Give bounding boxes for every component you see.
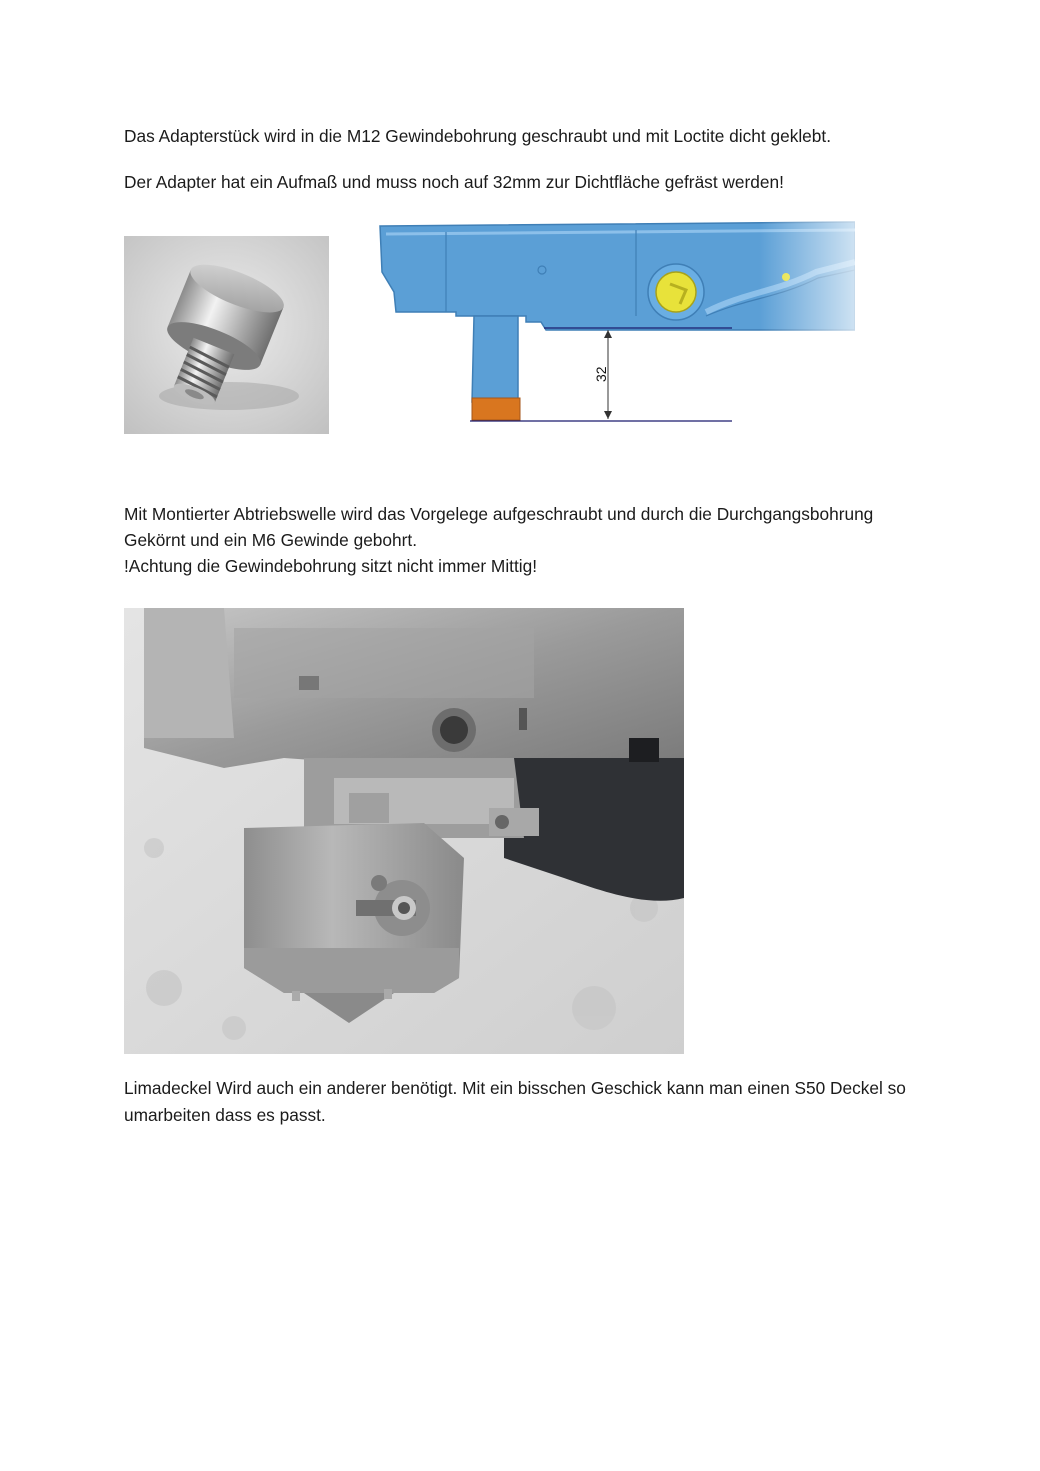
paragraph-cover-line1: Limadeckel Wird auch ein anderer benötigt. Mit ein bisschen Geschick kann man einen S50 Deckel so xyxy=(124,1078,906,1098)
adapter-photo xyxy=(124,236,329,434)
paragraph-mounting-line2: Gekörnt und ein M6 Gewinde gebohrt. xyxy=(124,530,417,550)
paragraph-warning: !Achtung die Gewindebohrung sitzt nicht immer Mittig! xyxy=(124,556,538,576)
paragraph-adapter-screwed: Das Adapterstück wird in die M12 Gewindebohrung geschraubt und mit Loctite dicht geklebt. xyxy=(124,126,832,146)
paragraph-adapter-milling: Der Adapter hat ein Aufmaß und muss noch auf 32mm zur Dichtfläche gefräst werden! xyxy=(124,172,784,192)
cad-drawing xyxy=(376,212,855,434)
engine-assembly-photo xyxy=(124,608,684,1054)
paragraph-mounting-line1: Mit Montierter Abtriebswelle wird das Vorgelege aufgeschraubt und durch die Durchgangsbohrung xyxy=(124,504,874,524)
paragraph-cover-line2: umarbeiten dass es passt. xyxy=(124,1105,326,1125)
